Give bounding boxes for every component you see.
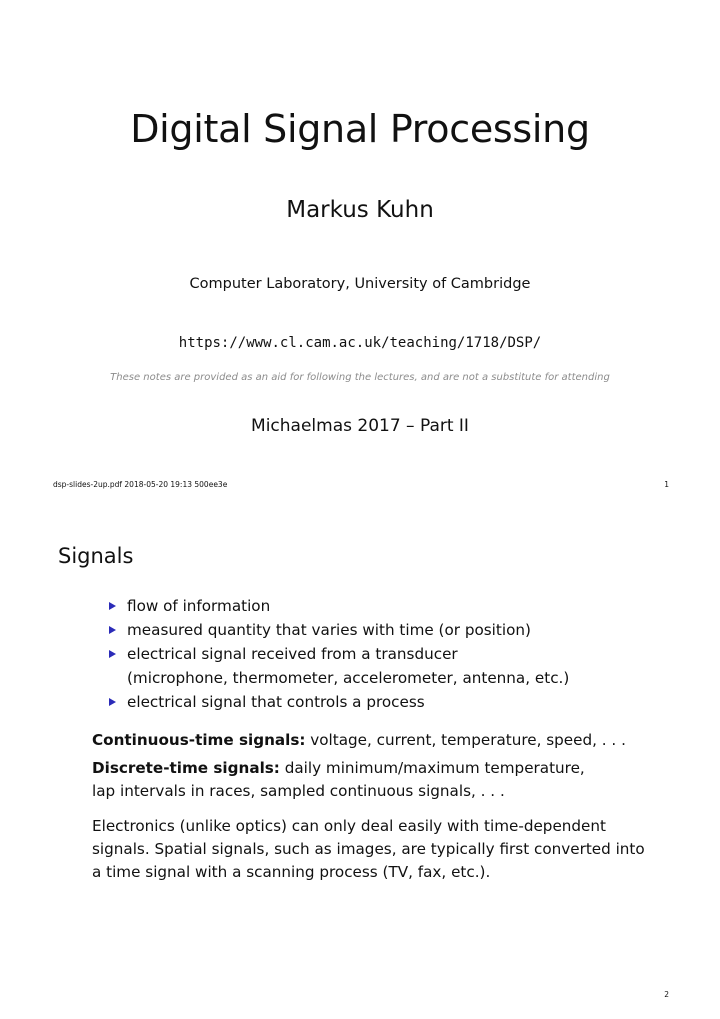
page-number: 2	[664, 990, 669, 999]
list-item	[108, 642, 569, 690]
discrete-time-paragraph	[92, 757, 585, 803]
slide-1	[0, 0, 720, 509]
slide-title: Digital Signal Processing	[130, 107, 590, 151]
term-label: Michaelmas 2017 – Part II	[251, 416, 469, 436]
list-item	[108, 594, 569, 618]
discrete-time-text-continued: lap intervals in races, sampled continuous signals, . . .	[92, 782, 505, 800]
bullet-triangle-icon	[109, 602, 116, 610]
electronics-line-3: a time signal with a scanning process (TV, fax, etc.).	[92, 863, 491, 881]
bullet-text: measured quantity that varies with time (or position)	[127, 621, 531, 639]
discrete-time-text: daily minimum/maximum temperature,	[279, 759, 585, 777]
list-item	[108, 690, 569, 714]
bullet-text: electrical signal that controls a process	[127, 693, 425, 711]
bullet-text: flow of information	[127, 597, 271, 615]
bullet-text: electrical signal received from a transducer	[127, 645, 458, 663]
bullet-triangle-icon	[109, 626, 116, 634]
course-url[interactable]: https://www.cl.cam.ac.uk/teaching/1718/DSP/	[178, 335, 542, 351]
continuous-time-label: Continuous-time signals:	[92, 731, 306, 749]
author-name: Markus Kuhn	[286, 197, 434, 223]
continuous-time-paragraph	[92, 729, 626, 752]
list-item	[108, 618, 569, 642]
bullet-list	[108, 594, 569, 714]
discrete-time-label: Discrete-time signals:	[92, 759, 280, 777]
bullet-triangle-icon	[109, 650, 116, 658]
affiliation: Computer Laboratory, University of Cambridge	[189, 276, 531, 292]
notes-disclaimer: These notes are provided as an aid for following the lectures, and are not a substitute for attending	[110, 372, 610, 383]
bullet-text-continued: (microphone, thermometer, accelerometer, antenna, etc.)	[127, 669, 570, 687]
electronics-line-1: Electronics (unlike optics) can only deal easily with time-dependent	[92, 817, 606, 835]
bullet-triangle-icon	[109, 698, 116, 706]
continuous-time-text: voltage, current, temperature, speed, . . .	[305, 731, 626, 749]
electronics-line-2: signals. Spatial signals, such as images, are typically first converted into	[92, 840, 645, 858]
page-number: 1	[664, 480, 669, 489]
electronics-paragraph	[92, 815, 645, 884]
file-footer: dsp-slides-2up.pdf 2018-05-20 19:13 500ee3e	[53, 480, 228, 489]
slide-2	[0, 510, 720, 1019]
frame-title: Signals	[58, 544, 134, 568]
